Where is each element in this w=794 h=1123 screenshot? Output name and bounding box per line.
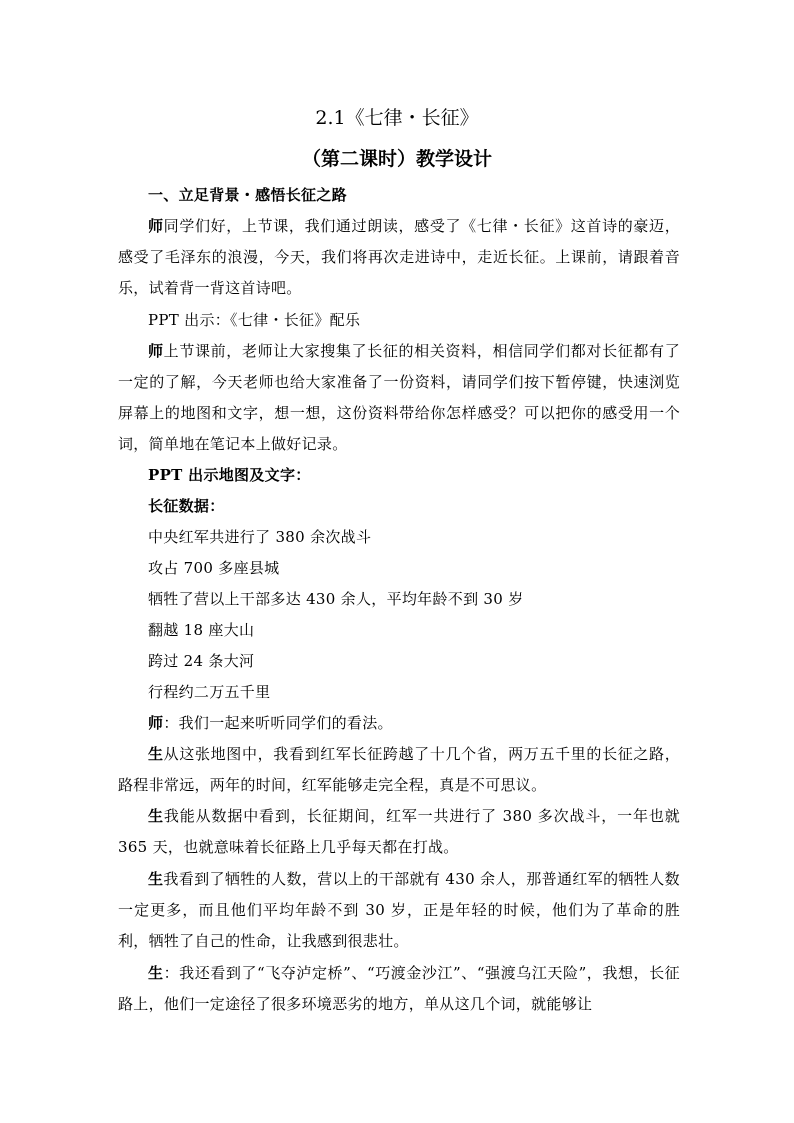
paragraph-text: 同学们好，上节课，我们通过朗读，感受了《七律・长征》这首诗的豪迈，感受了毛泽东的浪漫，今天，我们将再次走进诗中，走近长征。上课前，请跟着音乐，试着背一背这首诗吧。: [118, 217, 680, 297]
paragraph-teacher-2: [118, 336, 680, 460]
paragraph-text: ：我还看到了“飞夺泸定桥”、“巧渡金沙江”、“强渡乌江天险”，我想，长征路上，他们一定途径了很多环境恶劣的地方，单从这几个词，就能够让: [118, 964, 680, 1013]
data-line: 行程约二万五千里: [148, 683, 271, 701]
data-heading: 长征数据：: [148, 497, 225, 515]
speaker-label: 生: [148, 745, 164, 763]
speaker-label: 师: [148, 217, 164, 235]
data-line: 牺牲了营以上干部多达 430 余人，平均年龄不到 30 岁: [148, 590, 524, 608]
paragraph-teacher-1: [118, 211, 680, 304]
paragraph-student-2: [118, 801, 680, 863]
speaker-label: 生: [148, 807, 164, 825]
document-title: 2.1《七律・长征》: [315, 107, 479, 129]
data-line: 跨过 24 条大河: [148, 652, 255, 670]
ppt-note: PPT 出示：《七律・长征》配乐: [148, 311, 361, 329]
document-subtitle: （第二课时）教学设计: [301, 148, 492, 170]
speaker-label: 生: [148, 870, 164, 888]
teacher-line: [148, 708, 393, 739]
paragraph-text: ：我们一起来听听同学们的看法。: [163, 714, 393, 732]
data-line: 攻占 700 多座县城: [148, 559, 280, 577]
ppt-heading: PPT 出示地图及文字：: [148, 466, 311, 484]
paragraph-text: 我能从数据中看到，长征期间，红军一共进行了 380 多次战斗，一年也就 365 天，也就意味着长征路上几乎每天都在打战。: [118, 807, 680, 856]
speaker-label: 生: [148, 964, 164, 982]
data-line: 中央红军共进行了 380 余次战斗: [148, 528, 372, 546]
paragraph-student-4: [118, 958, 680, 1020]
speaker-label: 师: [148, 714, 164, 732]
paragraph-student-3: [118, 864, 680, 957]
section-heading: 一、立足背景・感悟长征之路: [148, 186, 347, 204]
paragraph-text: 我看到了牺牲的人数，营以上的干部就有 430 余人，那普通红军的牺牲人数一定更多，而且他们平均年龄不到 30 岁，正是年轻的时候，他们为了革命的胜利，牺牲了自己的性命，让我感到很悲壮。: [118, 870, 680, 950]
paragraph-text: 从这张地图中，我看到红军长征跨越了十几个省，两万五千里的长征之路，路程非常远，两年的时间，红军能够走完全程，真是不可思议。: [118, 745, 680, 794]
speaker-label: 师: [148, 342, 164, 360]
paragraph-student-1: [118, 739, 680, 801]
paragraph-text: 上节课前，老师让大家搜集了长征的相关资料，相信同学们都对长征都有了一定的了解，今天老师也给大家准备了一份资料，请同学们按下暂停键，快速浏览屏幕上的地图和文字，想一想，这份资料带给你怎样感受？可以把你的感受用一个词，简单地在笔记本上做好记录。: [118, 342, 680, 453]
data-line: 翻越 18 座大山: [148, 621, 255, 639]
